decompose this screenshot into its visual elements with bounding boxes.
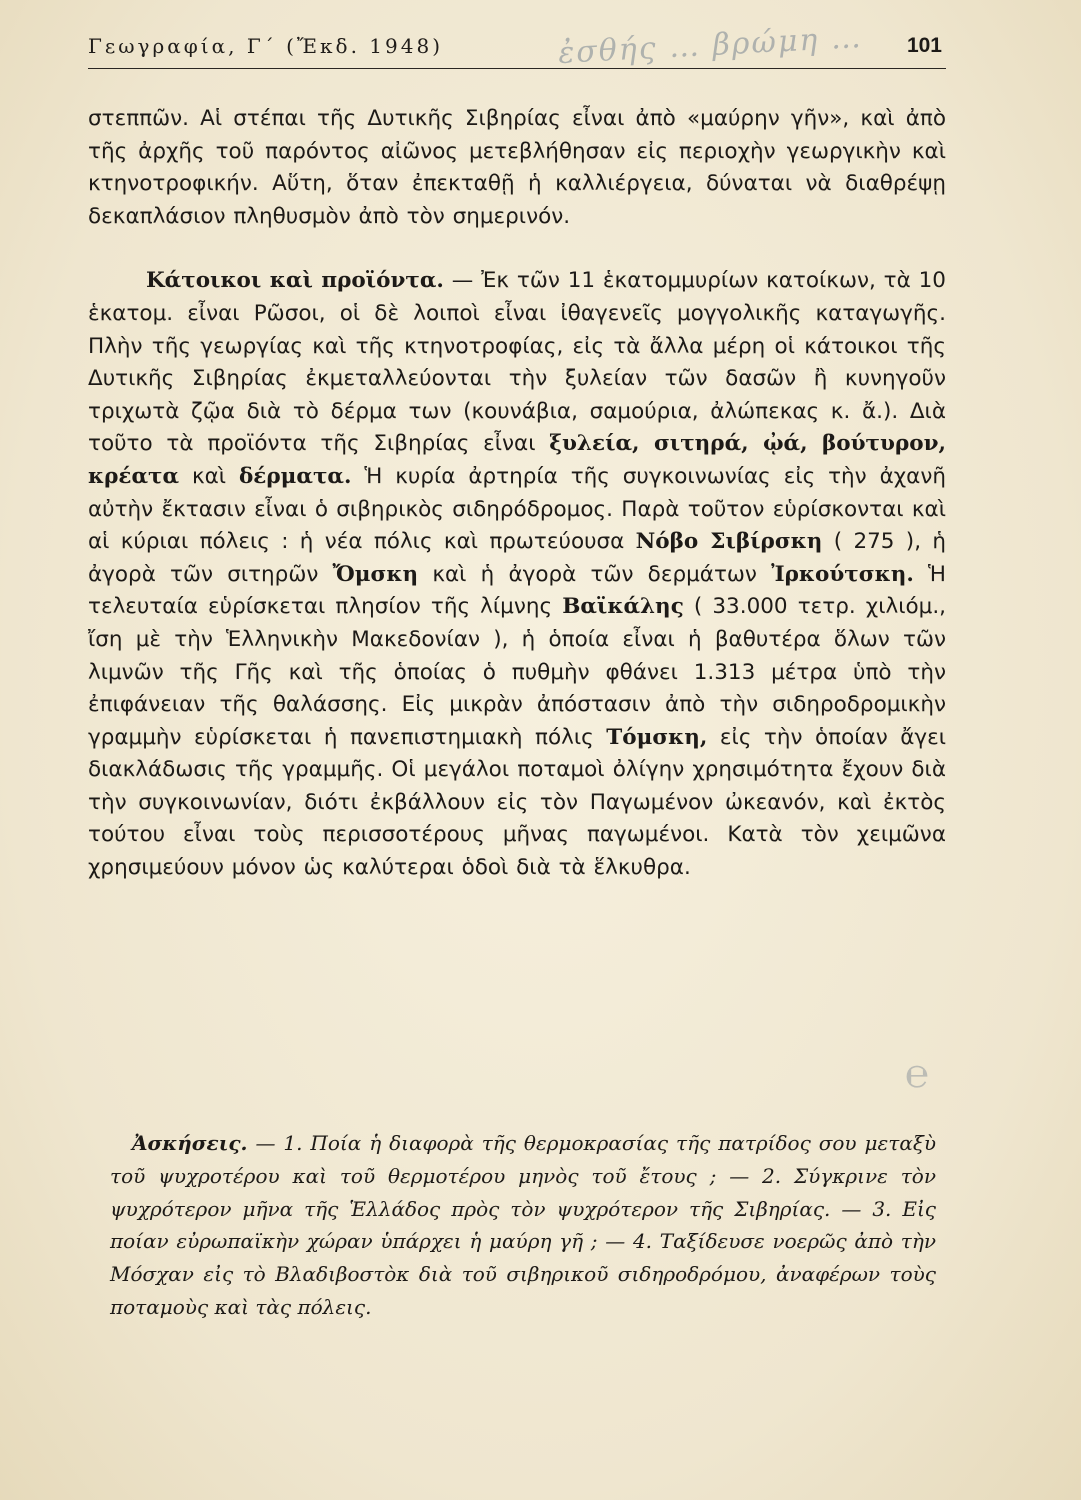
section-heading: Κάτοικοι καὶ προϊόντα. [146,268,444,294]
city-omsk: Ὄμσκη [332,561,419,587]
city-tomsk: Τόμσκη, [606,724,708,750]
main-text [88,103,946,885]
exercises-label: Ἀσκήσεις. [132,1131,248,1155]
paragraph-steppes: στεππῶν. Αἱ στέπαι τῆς Δυτικῆς Σιβηρίας εἶναι ἀπὸ «μαύρην γῆν», καὶ ἀπὸ τῆς ἀρχῆς τοῦ παρόντος αἰῶνος μετεβλήθησαν εἰς περιοχὴν γεωργικὴν καὶ κτηνοτροφικήν. Αὕτη, ὅταν ἐπεκταθῇ ἡ καλλιέργεια, δύναται νὰ διαθρέψῃ δεκαπλάσιον πληθυσμὸν ἀπὸ τὸν σημερινόν. [88,106,946,229]
exercises-text: — 1. Ποία ἡ διαφορὰ τῆς θερμοκρασίας τῆς πατρίδος σου μεταξὺ τοῦ ψυχροτέρου καὶ τοῦ θερμοτέρου μηνὸς τοῦ ἔτους ; — 2. Σύγκρινε τὸν ψυχρότερον μῆνα τῆς Ἑλλάδος πρὸς τὸν ψυχρότερον τῆς Σιβηρίας. — 3. Εἰς ποίαν εὐρωπαϊκὴν χώραν ὑπάρχει ἡ μαύρη γῆ ; — 4. Ταξίδευσε νοερῶς ἀπὸ τὴν Μόσχαν εἰς τὸ Βλαδιβοστὸκ διὰ τοῦ σιβηρικοῦ σιδηροδρόμου, ἀναφέρων τοὺς ποταμοὺς καὶ τὰς πόλεις. [110,1131,936,1319]
products-hides: δέρματα. [238,463,352,489]
exercises-block [110,1127,936,1324]
text-run: — Ἐκ τῶν 11 ἑκατομμυρίων κατοίκων, τὰ 10 ἑκατομ. εἶναι Ρῶσοι, οἱ δὲ λοιποὶ εἶναι ἰθαγενεῖς μογγολικῆς καταγωγῆς. Πλὴν τῆς γεωργίας καὶ τῆς κτηνοτροφίας, εἰς τὰ ἄλλα μέρη οἱ κάτοικοι τῆς Δυτικῆς Σιβηρίας ἐκμεταλλεύονται τὴν ξυλείαν τῶν δασῶν ἢ κυνηγοῦν τριχωτὰ ζῷα διὰ τὸ δέρμα των (κουνάβια, σαμούρια, ἀλώπεκας κ. ἄ.). Διὰ τοῦτο τὰ προϊόντα τῆς Σιβηρίας εἶναι [88,268,946,457]
text-run: Ἡ τελευταία εὑρίσκεται πλησίον τῆς λίμνης [88,561,947,620]
lake-baikal: Βαϊκάλης [562,594,684,620]
text-run: Ἡ κυρία ἀρτηρία τῆς συγκοινωνίας εἰς τὴν ἀχανῆ αὐτὴν ἔκτασιν εἶναι ὁ σιβηρικὸς σιδηρόδρομος. Παρὰ τοῦτον εὑρίσκονται καὶ αἱ κύριαι πόλεις : ἡ νέα πόλις καὶ πρωτεύουσα [88,463,946,555]
page-number: 101 [906,34,942,57]
running-title: Γεωγραφία, Γ΄ (Ἔκδ. 1948) [88,34,443,58]
text-run: εἰς τὴν ὁποίαν ἄγει διακλάδωσις τῆς γραμμῆς. Οἱ μεγάλοι ποταμοὶ ὀλίγην χρησιμότητα ἔχουν διὰ τὴν συγκοινωνίαν, διότι ἐκβάλλουν εἰς τὸν Παγωμένον ὠκεανόν, καὶ ἐκτὸς τούτου εἶναι τοὺς περισσοτέρους μῆνας παγωμένοι. Κατὰ τὸν χειμῶνα χρησιμεύουν μόνον ὡς καλύτεραι ὁδοὶ διὰ τὰ ἕλκυθρα. [88,724,947,881]
page-header [88,20,946,71]
handwritten-pencil-note: ἐσθής … βρώμη … [557,20,864,71]
products-list: ξυλεία, σιτηρά, ᾠά, βούτυρον, κρέατα [88,431,946,489]
text-run: ( 33.000 τετρ. χιλιόμ., ἴση μὲ τὴν Ἑλληνικὴν Μακεδονίαν ), ἡ ὁποία εἶναι ἡ βαθυτέρα ὅλων τῶν λιμνῶν τῆς Γῆς καὶ τῆς ὁποίας ὁ πυθμὴν φθάνει 1.313 μέτρα ὑπὸ τὴν ἐπιφάνειαν τῆς θαλάσσης. Εἰς μικρὰν ἀπόστασιν ἀπὸ τὴν σιδηροδρομικὴν γραμμὴν εὑρίσκεται ἡ πανεπιστημιακὴ πόλις [88,594,946,750]
city-novosibirsk: Νόβο Σιβίρσκη [635,529,823,555]
text-run: καὶ ἡ ἀγορὰ τῶν δερμάτων [418,561,772,587]
pencil-mark-icon: ℮ [905,1051,930,1097]
city-irkutsk: Ἰρκούτσκη. [771,561,914,587]
text-run: ( 275 ), ἡ ἀγορὰ τῶν σιτηρῶν [88,529,946,587]
text-run: καὶ [179,463,239,489]
paragraph-inhabitants [88,265,946,884]
